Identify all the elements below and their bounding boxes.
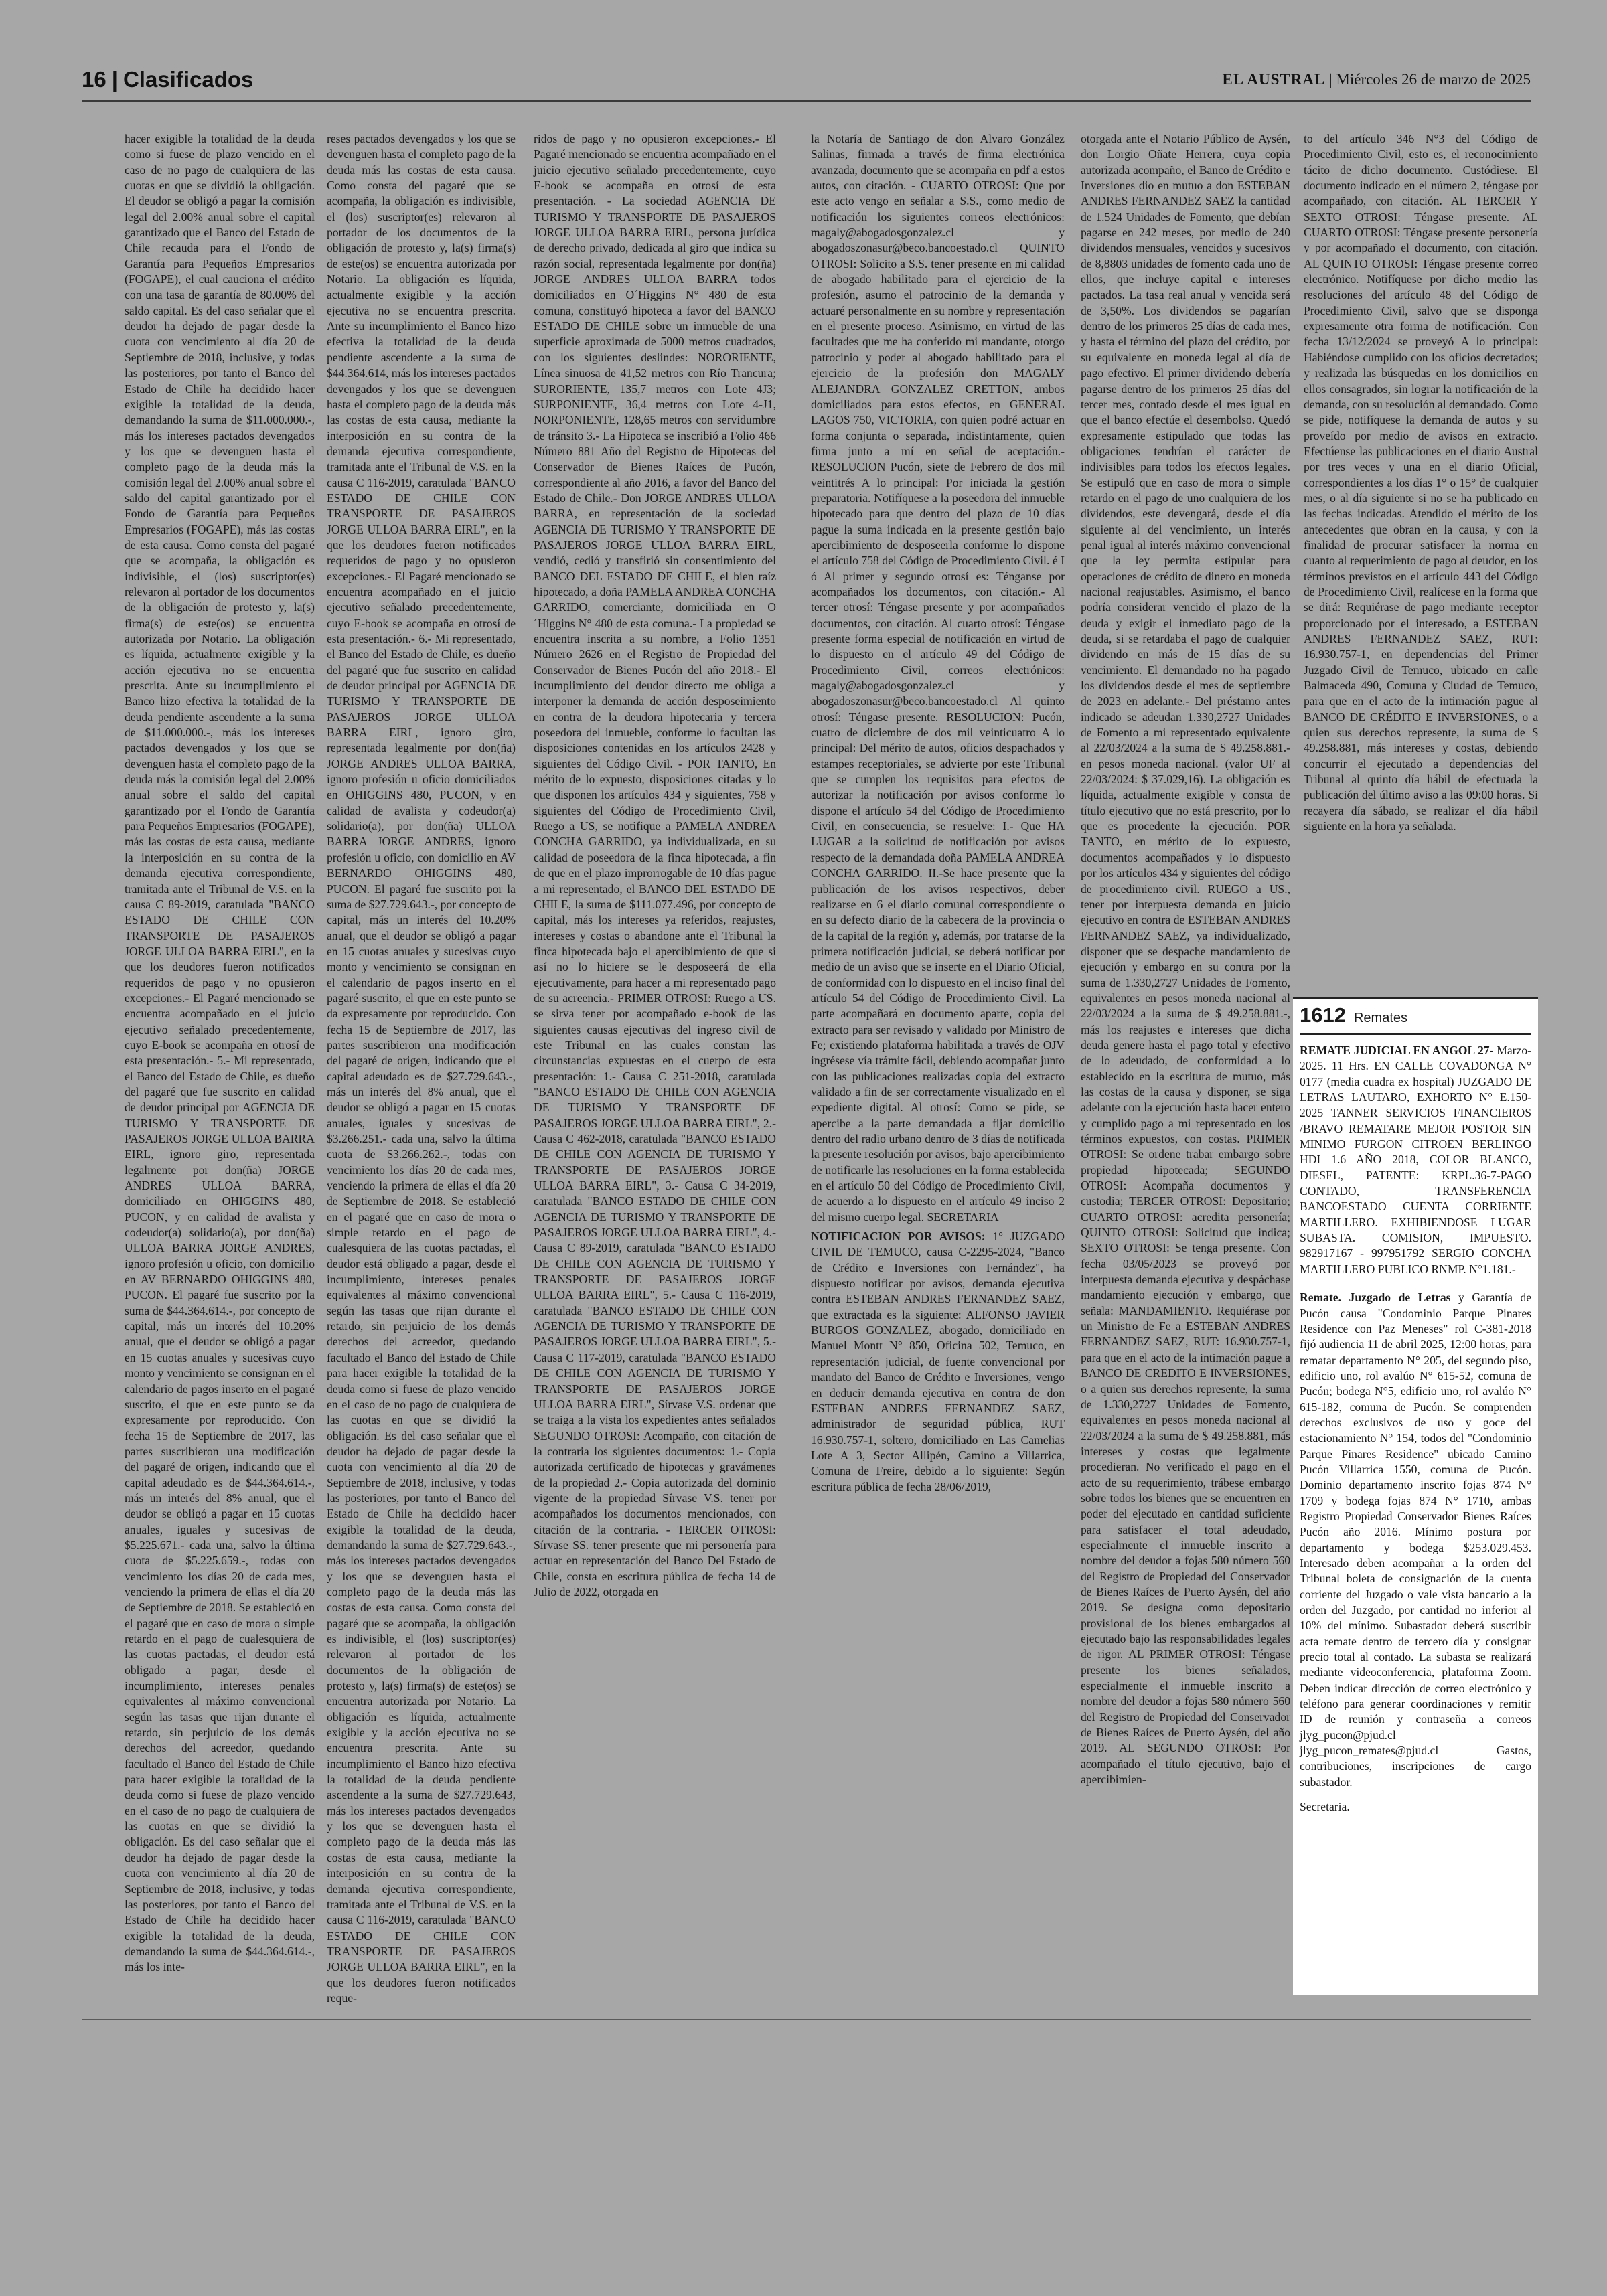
section-title: Clasificados bbox=[123, 67, 254, 92]
remate-notice bbox=[1300, 1043, 1531, 1283]
text-column-3 bbox=[534, 131, 776, 1995]
legal-notice-text: ridos de pago y no opusieron excepciones.- El Pagaré mencionado se encuentra acompañado en el juicio ejecutivo señalado precedentemente, cuyo E-book se acompaña en otrosí de esta presentación. - La sociedad AGENCIA DE TURISMO Y TRANSPORTE DE PASAJEROS JORGE ULLOA BARRA EIRL, persona jurídica de derecho privado, dedicada al giro que indica su razón social, representada legalmente por don(ña) JORGE ANDRES ULLOA BARRA todos domiciliados en O´Higgins N° 480 de esta comuna, constituyó hipoteca a favor del BANCO ESTADO DE CHILE sobre un inmueble de una superficie aproximada de 5000 metros cuadrados, con los siguientes deslindes: NORORIENTE, Línea sinuosa de 41,52 metros con Río Trancura; SURORIENTE, 135,7 metros con Lote 4J3; SURPONIENTE, 36,4 metros con Lote 4-J1, NORPONIENTE, 128,65 metros con servidumbre de tránsito 3.- La Hipoteca se inscribió a Folio 466 Número 881 Año del Registro de Hipotecas del Conservador de Bienes Raíces de Pucón, correspondiente al año 2016, a favor del Banco del Estado de Chile.- Don JORGE ANDRES ULLOA BARRA, en representación de la sociedad AGENCIA DE TURISMO Y TRANSPORTE DE PASAJEROS JORGE ULLOA BARRA EIRL, vendió, cedió y transfirió sin consentimiento del BANCO DEL ESTADO DE CHILE, el bien raíz hipotecado, a doña PAMELA ANDREA CONCHA GARRIDO, comerciante, domiciliada en O´Higgins N° 480 de esta comuna.- La propiedad se encuentra inscrita a su nombre, a Folio 1351 Número 2626 en el Registro de Propiedad del Conservador de Bienes Pucón del año 2018.- El incumplimiento del deudor directo me obliga a interponer la demanda de acción desposeimiento en contra de la deudora hipotecaria y tercera poseedora del inmueble, conforme lo facultan las disposiciones contenidas en los artículos 2428 y siguientes del Código Civil. - POR TANTO, En mérito de lo expuesto, disposiciones citadas y lo que disponen los artículos 434 y siguientes, 758 y siguientes del Código de Procedimiento Civil, Ruego a US, se notifique a PAMELA ANDREA CONCHA GARRIDO, ya individualizada, en su calidad de poseedora de la finca hipotecada, a fin de que en el plazo improrrogable de 10 días pague a mi representado, el BANCO DEL ESTADO DE CHILE, la suma de $111.077.496, por concepto de capital, más los intereses ya referidos, reajustes, intereses y costas o abandone ante el Tribunal la finca hipotecada bajo el apercibimiento de que si así no lo hiciere se le desposeerá de ella ejecutivamente, para hacer a mi representado pago de su acreencia.- PRIMER OTROSI: Ruego a US. se sirva tener por acompañado e-book de las siguientes causas ejecutivas del ingreso civil de este Tribunal en las cuales constan las circunstancias expuestas en el cuerpo de esta presentación: 1.- Causa C 251-2018, caratulada "BANCO ESTADO DE CHILE CON AGENCIA DE TURISMO Y TRANSPORTE DE PASAJEROS JORGE ULLOA BARRA EIRL", 2.- Causa C 462-2018, caratulada "BANCO ESTADO DE CHILE CON AGENCIA DE TURISMO Y TRANSPORTE DE PASAJEROS JORGE ULLOA BARRA EIRL", 3.- Causa C 34-2019, caratulada "BANCO ESTADO DE CHILE CON AGENCIA DE TURISMO Y TRANSPORTE DE PASAJEROS JORGE ULLOA BARRA EIRL", 4.- Causa C 89-2019, caratulada "BANCO ESTADO DE CHILE CON AGENCIA DE TURISMO Y TRANSPORTE DE PASAJEROS JORGE ULLOA BARRA EIRL", 5.- Causa C 116-2019, caratulada "BANCO ESTADO DE CHILE CON AGENCIA DE TURISMO Y TRANSPORTE DE PASAJEROS JORGE ULLOA BARRA EIRL", 5.- Causa C 117-2019, caratulada "BANCO ESTADO DE CHILE CON AGENCIA DE TURISMO Y TRANSPORTE DE PASAJEROS JORGE ULLOA BARRA EIRL", Sírvase V.S. ordenar que se traiga a la vista los expedientes antes señalados SEGUNDO OTROSI: Acompaño, con citación de la contraria los siguientes documentos: 1.- Copia autorizada certificado de hipotecas y gravámenes de la propiedad 2.- Copia autorizada del dominio vigente de la propiedad Sírvase V.S. tener por acompañados los documentos mencionados, con citación de la contraria. - TERCER OTROSI: Sírvase SS. tener presente que mi personería para actuar en representación del Banco Del Estado de Chile, consta en escritura pública de fecha 14 de Julio de 2022, otorgada en bbox=[534, 132, 776, 1598]
legal-notice-text: reses pactados devengados y los que se devenguen hasta el completo pago de la deuda más las costas de esta causa. Como consta del pagaré que se acompaña, la obligación es indivisible, el (los) suscriptor(es) relevaron al portador de los documentos de la obligación de protesto y, la(s) firma(s) de este(os) se encuentra autorizada por Notario. La obligación es líquida, actualmente exigible y la acción ejecutiva no se encuentra prescrita. Ante su incumplimiento el Banco hizo efectiva la totalidad de la deuda pendiente ascendente a la suma de $44.364.614, más los intereses pactados devengados y los que se devenguen hasta el completo pago de la deuda más las costas de esta causa, mediante la interposición en su contra de la demanda ejecutiva correspondiente, tramitada ante el Tribunal de V.S. en la causa C 116-2019, caratulada "BANCO ESTADO DE CHILE CON TRANSPORTE DE PASAJEROS JORGE ULLOA BARRA EIRL", en la que los deudores fueron notificados requeridos de pago y no opusieron excepciones.- El Pagaré mencionado se encuentra acompañado en el juicio ejecutivo señalado precedentemente, cuyo E-book se acompaña en otrosí de esta presentación.- 6.- Mi representado, el Banco del Estado de Chile, es dueño del pagaré que fue suscrito en calidad de deudor principal por AGENCIA DE TURISMO Y TRANSPORTE DE PASAJEROS JORGE ULLOA BARRA EIRL, ignoro giro, representada legalmente por don(ña) JORGE ANDRES ULLOA BARRA, ignoro profesión u oficio domiciliados en OHIGGINS 480, PUCON, y en calidad de avalista y codeudor(a) solidario(a), por don(ña) ULLOA BARRA JORGE ANDRES, ignoro profesión u oficio, con domicilio en AV BERNARDO OHIGGINS 480, PUCON. El pagaré fue suscrito por la suma de $27.729.643.-, por concepto de capital, más un interés del 10.20% anual, que el deudor se obligó a pagar en 15 cuotas anuales y sucesivas cuyo monto y vencimiento se consignan en el calendario de pagos inserto en el pagaré suscrito, el que en este punto se da expresamente por reproducido. Con fecha 15 de Septiembre de 2017, las partes suscribieron una modificación del pagaré de origen, indicando que el capital adeudado es de $27.729.643.-, más un interés del 8% anual, que el deudor se obligó a pagar en 15 cuotas anuales, iguales y sucesivas de $3.266.251.- cada una, salvo la última cuota de $3.266.262.-, todas con vencimiento los días 20 de cada mes, venciendo la primera de ellas el día 20 de Septiembre de 2018. Se estableció en el pagaré que en caso de mora o simple retardo en el pago de cualesquiera de las cuotas pactadas, el deudor está obligado a pagar, desde el incumplimiento, intereses penales equivalentes al máximo convencional según las tasas que rijan durante el retardo, sin perjuicio de los demás derechos del acreedor, quedando facultado el Banco del Estado de Chile para hacer exigible la totalidad de la deuda como si fuese de plazo vencido en el caso de no pago de cualquiera de las cuotas en que se dividió la obligación. Es del caso señalar que el deudor ha dejado de pagar desde la cuota con vencimiento al día 20 de Septiembre de 2018, inclusive, y todas las posteriores, por tanto el Banco del Estado de Chile ha decidido hacer exigible la totalidad de la deuda, demandando la suma de $27.729.643.-, más los intereses pactados devengados y los que se devenguen hasta el completo pago de la deuda más las costas de esta causa. Como consta del pagaré que se acompaña, la obligación es indivisible, el (los) suscriptor(es) relevaron al portador de los documentos de la obligación de protesto y, la(s) firma(s) de este(os) se encuentra autorizada por Notario. La obligación es líquida, actualmente exigible y la acción ejecutiva no se encuentra prescrita. Ante su incumplimiento el Banco hizo efectiva la totalidad de la deuda pendiente ascendente a la suma de $27.729.643, más los intereses pactados devengados y los que se devenguen hasta el completo pago de la deuda más las costas de esta causa, mediante la interposición en su contra de la demanda ejecutiva correspondiente, tramitada ante el Tribunal de V.S. en la causa C 116-2019, caratulada "BANCO ESTADO DE CHILE CON TRANSPORTE DE PASAJEROS JORGE ULLOA BARRA EIRL", en la que los deudores fueron notificados reque- bbox=[327, 132, 516, 2005]
notice-body: 1° JUZGADO CIVIL DE TEMUCO, causa C-2295-2024, "Banco de Crédito e Inversiones con Fernández", ha dispuesto notificar por avisos, demanda ejecutiva contra ESTEBAN ANDRES FERNANDEZ SAEZ, que extractada es la siguiente: ALFONSO JAVIER BURGOS GONZALEZ, abogado, domiciliado en Manuel Montt N° 850, Oficina 502, Temuco, en representación judicial, de fuente convencional por mandato del Banco de Crédito e Inversiones, vengo en deducir demanda ejecutiva en contra de don ESTEBAN ANDRES FERNANDEZ SAEZ, administrador de seguridad pública, RUT 16.930.757-1, soltero, domiciliado en Las Camelias Lote A 3, Sector Allipén, Camino a Villarrica, Comuna de Freire, debido a lo siguiente: Según escritura pública de fecha 28/06/2019, bbox=[811, 1230, 1065, 1493]
text-column-1 bbox=[125, 131, 315, 1995]
text-column-2 bbox=[327, 131, 516, 2005]
header-rule bbox=[82, 100, 1531, 102]
masthead bbox=[82, 64, 1531, 98]
legal-notice-text: otorgada ante el Notario Público de Aysén, don Lorgio Oñate Herrera, cuya copia autorizada acompaño, el Banco de Crédito e Inversiones dio en mutuo a don ESTEBAN ANDRES FERNANDEZ SAEZ la cantidad de 1.524 Unidades de Fomento, que debían pagarse en 242 meses, por medio de 240 dividendos mensuales, vencidos y sucesivos de 8,8803 unidades de fomento cada uno de ellos, que incluye capital e intereses pactados. La tasa real anual y vencida será de 3,50%. Los dividendos se pagarían dentro de los primeros 25 días de cada mes, y hasta el término del plazo del crédito, por su equivalente en moneda legal al día de pago efectivo. El primer dividendo debería pagarse dentro de los primeros 25 días del tercer mes, contado desde el mes igual en que el banco efectúe el desembolso. Quedó expresamente estipulado que todas las obligaciones tendrían el carácter de indivisibles para todos los efectos legales. Se estipuló que en caso de mora o simple retardo en el pago de uno cualquiera de los dividendos, este devengará, desde el día siguiente al del vencimiento, un interés penal igual al interés máximo convencional que la ley permita estipular para operaciones de crédito de dinero en moneda nacional reajustables. Asimismo, el banco podría considerar vencido el plazo de la deuda y exigir el inmediato pago de la deuda, si se retardaba el pago de cualquier dividendo en más de 15 días de su vencimiento. El demandado no ha pagado los dividendos desde el mes de septiembre de 2023 en adelante.- Del préstamo antes indicado se adeudan 1.330,2727 Unidades de Fomento a mi representado equivalente al 22/03/2024 a la suma de $ 49.258.881.- en pesos moneda nacional. (valor UF al 22/03/2024: $ 37.029,16). La obligación es líquida, actualmente exigible y consta de título ejecutivo que no está prescrito, por lo que es procedente la ejecución. POR TANTO, en mérito de lo expuesto, documentos acompañados y lo dispuesto por los artículos 434 y siguientes del código de procedimiento civil. RUEGO a US., tener por interpuesta demanda en juicio ejecutivo en contra de ESTEBAN ANDRES FERNANDEZ SAEZ, ya individualizado, disponer que se despache mandamiento de ejecución y embargo en su contra por la suma de 1.330,2727 Unidades de Fomento, equivalentes en pesos moneda nacional al 22/03/2024 a la suma de $ 49.258.881.-, más los reajustes e intereses que dicha deuda genere hasta el pago total y efectivo de lo adeudado, de conformidad a lo establecido en la escritura de mutuo, más las costas de la causa y disponer, se siga adelante con la ejecución hasta hacer entero y cumplido pago a mi representado en los términos expuestos, con costas. PRIMER OTROSI: Se ordene trabar embargo sobre propiedad hipotecada; SEGUNDO OTROSI: Acompaña documentos y custodia; TERCER OTROSI: Depositario; CUARTO OTROSI: acredita personería; QUINTO OTROSI: Solicitud que indica; SEXTO OTROSI: Se tenga presente. Con fecha 03/05/2023 se proveyó por interpuesta demanda ejecutiva y despáchase mandamiento ejecución y embargo, que señala: MANDAMIENTO. Requiérase por un Ministro de Fe a ESTEBAN ANDRES FERNANDEZ SAEZ, RUT: 16.930.757-1, para que en el acto de la intimación pague a BANCO DE CREDITO E INVERSIONES, o a quien sus derechos represente, la suma de 1.330,2727 Unidades de Fomento, equivalentes en pesos moneda nacional al 22/03/2024 a la suma de $ 49.258.881, más intereses y costas que legalmente procedieran. No verificado el pago en el acto de su requerimiento, trábese embargo sobre todos los bienes que se encuentren en poder del ejecutado en cantidad suficiente para satisfacer el total adeudado, especialmente el inmueble inscrito a nombre del deudor a fojas 580 número 560 del Registro de Propiedad del Conservador de Bienes Raíces de Puerto Aysén, del año 2019. Se designa como depositario provisional de los bienes embargados al ejecutado bajo las responsabilidades legales de rigor. AL PRIMER OTROSI: Téngase presente los bienes señalados, especialmente el inmueble inscrito a nombre del deudor a fojas 580 número 560 del Registro de Propiedad del Conservador de Bienes Raíces de Puerto Aysén, del año 2019. AL SEGUNDO OTROSI: Por acompañado el título ejecutivo, bajo el apercibimien- bbox=[1081, 132, 1290, 1787]
newspaper-name: EL AUSTRAL bbox=[1222, 71, 1326, 88]
remate-title: REMATE JUDICIAL EN ANGOL 27- bbox=[1300, 1044, 1494, 1057]
remate-signature: Secretaria. bbox=[1300, 1800, 1350, 1814]
text-column-5 bbox=[1081, 131, 1290, 1995]
page-number: 16 bbox=[82, 67, 106, 92]
classified-label: Remates bbox=[1353, 1011, 1407, 1026]
remates-section bbox=[1293, 997, 1538, 1995]
notice-heading: NOTIFICACION POR AVISOS: bbox=[811, 1230, 986, 1244]
remates-header bbox=[1300, 1003, 1531, 1035]
remate-body: y Garantía de Pucón causa "Condominio Parque Pinares Residence con Paz Meneses" rol C-381-2018 fijó audiencia 11 de abril 2025, 12:00 horas, para rematar departamento N° 205, del segundo piso, edificio uno, rol avalúo N° 615-52, comuna de Pucón; bodega N°5, edificio uno, rol avalúo N° 615-182, comuna de Pucón. Se comprenden derechos exclusivos de uso y goce del estacionamiento N° 154, todos del "Condominio Parque Pinares Residence" ubicado Camino Pucón Villarrica 1550, comuna de Pucón. Dominio departamento inscrito fojas 874 N° 1709 y bodega fojas 874 N° 1710, ambas Registro Propiedad Conservador Bienes Raíces Pucón año 2016. Mínimo postura por departamento y bodega $253.029.453. Interesado deben acompañar a la orden del Tribunal boleta de consignación de la cuenta corriente del Juzgado o vale vista bancario a la orden del Juzgado, por cantidad no inferior al 10% del mínimo. Subastador deberá suscribir acta remate dentro de tercero día y consignar precio total al contado. La subasta se realizará mediante videoconferencia, plataforma Zoom. Deben indicar dirección de correo electrónico y teléfono para generar coordinaciones y remitir ID de reunión y contraseña a correos jlyg_pucon@pjud.cl jlyg_pucon_remates@pjud.cl Gastos, contribuciones, inscripciones de cargo subastador. bbox=[1300, 1291, 1531, 1789]
section-header: 16 | Clasificados bbox=[82, 67, 254, 92]
legal-notice-text: hacer exigible la totalidad de la deuda como si fuese de plazo vencido en el caso de no pago de cualquiera de las cuotas en que se dividió la obligación. El deudor se obligó a pagar la comisión legal del 2.00% anual sobre el capital garantizado que el Banco del Estado de Chile recauda para el Fondo de Garantía para Pequeños Empresarios (FOGAPE), el cual cauciona el crédito con una tasa de garantía de 80.00% del saldo capital. Es del caso señalar que el deudor ha dejado de pagar desde la cuota con vencimiento al día 20 de Septiembre de 2018, inclusive, y todas las posteriores, por tanto el Banco del Estado de Chile ha decidido hacer exigible la totalidad de la deuda, demandando la suma de $11.000.000.-, más los intereses pactados devengados y los que se devenguen hasta el completo pago de la deuda más la comisión legal del 2.00% anual sobre el saldo del capital garantizado por el Fondo de Garantía para Pequeños Empresarios (FOGAPE), más las costas de esta causa. Como consta del pagaré que se acompaña, la obligación es indivisible, el (los) suscriptor(es) relevaron al portador de los documentos de la obligación de protesto y, la(s) firma(s) de este(os) se encuentra autorizada por Notario. La obligación es líquida, actualmente exigible y la acción ejecutiva no se encuentra prescrita. Ante su incumplimiento el Banco hizo efectiva la totalidad de la deuda pendiente ascendente a la suma de $11.000.000.-, más los intereses pactados devengados y los que se devenguen hasta el completo pago de la deuda más la comisión legal del 2.00% anual sobre el saldo del capital garantizado por el Fondo de Garantía para Pequeños Empresarios (FOGAPE), más las costas de esta causa, mediante la interposición en su contra de la demanda ejecutiva correspondiente, tramitada ante el Tribunal de V.S. en la causa C 89-2019, caratulada "BANCO ESTADO DE CHILE CON TRANSPORTE DE PASAJEROS JORGE ULLOA BARRA EIRL", en la que los deudores fueron notificados requeridos de pago y no opusieron excepciones.- El Pagaré mencionado se encuentra acompañado en el juicio ejecutivo señalado precedentemente, cuyo E-book se acompaña en otrosí de esta presentación.- 5.- Mi representado, el Banco del Estado de Chile, es dueño del pagaré que fue suscrito en calidad de deudor principal por AGENCIA DE TURISMO Y TRANSPORTE DE PASAJEROS JORGE ULLOA BARRA EIRL, ignoro giro, representada legalmente por don(ña) JORGE ANDRES ULLOA BARRA, domiciliado en OHIGGINS 480, PUCON, y en calidad de avalista y codeudor(a) solidario(a), por don(ña) ULLOA BARRA JORGE ANDRES, ignoro profesión u oficio, con domicilio en AV BERNARDO OHIGGINS 480, PUCON. El pagaré fue suscrito por la suma de $44.364.614.-, por concepto de capital, más un interés del 10.20% anual, que el deudor se obligó a pagar en 15 cuotas anuales y sucesivas cuyo monto y vencimiento se consignan en el calendario de pagos inserto en el pagaré suscrito, el que en este punto se da expresamente por reproducido. Con fecha 15 de Septiembre de 2017, las partes suscribieron una modificación del pagaré de origen, indicando que el capital adeudado es de $44.364.614.-, más un interés del 8% anual, que el deudor se obligó a pagar en 15 cuotas anuales, iguales y sucesivas de $5.225.671.- cada una, salvo la última cuota de $5.225.659.-, todas con vencimiento los días 20 de cada mes, venciendo la primera de ellas el día 20 de Septiembre de 2018. Se estableció en el pagaré que en caso de mora o simple retardo en el pago de cualesquiera de las cuotas pactadas, el deudor está obligado a pagar, desde el incumplimiento, intereses penales equivalentes al máximo convencional según las tasas que rijan durante el retardo, sin perjuicio de los demás derechos del acreedor, quedando facultado el Banco del Estado de Chile para hacer exigible la totalidad de la deuda como si fuese de plazo vencido en el caso de no pago de cualquiera de las cuotas en que se dividió la obligación. Es del caso señalar que el deudor ha dejado de pagar desde la cuota con vencimiento al día 20 de Septiembre de 2018, inclusive, y todas las posteriores, por tanto el Banco del Estado de Chile ha decidido hacer exigible la totalidad de la deuda, demandando la suma de $44.364.614.-, más los inte- bbox=[125, 132, 315, 1974]
text-column-4 bbox=[811, 131, 1065, 1995]
legal-notice-text: la Notaría de Santiago de don Alvaro González Salinas, firmada a través de firma electrónica avanzada, documento que se acompaña en pdf a estos autos, con citación. - CUARTO OTROSI: Que por este acto vengo en señalar a S.S., como medio de notificación los siguientes correos electrónicos: magaly@abogadosgonzalez.cl y abogadoszonasur@beco.bancoestado.cl QUINTO OTROSI: Solicito a S.S. tener presente en mi calidad de abogado habilitado para el ejercicio de la profesión, asumo el patrocinio de la demanda y actuaré personalmente en su nombre y representación en el presente proceso. Asimismo, en virtud de las facultades que me ha conferido mi mandante, otorgo patrocinio y poder al abogado habilitado para el ejercicio de la profesión don MAGALY ALEJANDRA GONZALEZ CRETTON, ambos domiciliados para estos efectos, en GENERAL LAGOS 750, VICTORIA, con quien podré actuar en forma conjunta o separada, indistintamente, quien firma junto a mí en señal de aceptación.- RESOLUCION Pucón, siete de Febrero de dos mil veintitrés A lo principal: Por iniciada la gestión preparatoria. Notifíquese a la poseedora del inmueble hipotecado para que dentro del plazo de 10 días pague la suma indicada en la presente gestión bajo apercibimiento de desposeerla conforme lo dispone el artículo 758 del Código de Procedimiento Civil. é I ó Al primer y segundo otrosí es: Ténganse por acompañados los documentos, con citación.- Al tercer otrosí: Téngase presente y por acompañados documentos, con citación. Al cuarto otrosí: Téngase presente forma especial de notificación en virtud de lo dispuesto en el artículo 49 del Código de Procedimiento Civil, correos electrónicos: magaly@abogadosgonzalez.cl y abogadoszonasur@beco.bancoestado.cl Al quinto otrosí: Téngase presente. RESOLUCION: Pucón, cuatro de diciembre de dos mil veinticuatro A lo principal: Del mérito de autos, oficios despachados y estampes receptoriales, se advierte por este Tribunal que se cumplen los requisitos para efectos de autorizar la notificación por avisos conforme lo dispone el artículo 54 del Código de Procedimiento Civil, en consecuencia, se resuelve: I.- Que HA LUGAR a la solicitud de notificación por avisos respecto de la demandada doña PAMELA ANDREA CONCHA GARRIDO. II.-Se hace presente que la publicación de los avisos respectivos, deber realizarse en 6 el diario comunal correspondiente o en su defecto diario de la cabecera de la provincia o de la capital de la región y, además, por tratarse de la primera notificación judicial, se deberá notificar por medio de un aviso que se inserte en el Diario Oficial, de conformidad con lo dispuesto en el inciso final del artículo 54 del Código de Procedimiento Civil. La parte acompañará en documento aparte, copia del extracto para ser revisado y validado por Ministro de Fe; existiendo plataforma habilitada a través de OJV ingrésese vía trámite fácil, debiendo acompañar junto con las publicaciones realizadas copia del extracto validado a fin de ser correctamente visualizado en el expediente digital. Al otrosí: Como se pide, se apercibe a la parte demandada a fijar domicilio dentro del radio urbano dentro de 3 días de notificada la presente resolución por avisos, bajo apercibimiento de notificarle las resoluciones en la forma establecida en el artículo 50 del Código de Procedimiento Civil, de acuerdo a lo dispuesto en el artículo 49 inciso 2 del mismo cuerpo legal. SECRETARIA bbox=[811, 132, 1065, 1224]
publication-date: Miércoles 26 de marzo de 2025 bbox=[1336, 71, 1531, 88]
classified-code: 1612 bbox=[1300, 1003, 1346, 1027]
legal-notice-text: to del artículo 346 N°3 del Código de Procedimiento Civil, esto es, el reconocimiento tácito de dicho documento. Custódiese. El documento indicado en el número 2, téngase por acompañado, con citación. AL TERCER Y SEXTO OTROSI: Téngase presente. AL CUARTO OTROSI: Téngase presente personería y por acompañado el documento, con citación. AL QUINTO OTROSI: Téngase presente correo electrónico. Notifíquese por dicho medio las resoluciones del artículo 48 del Código de Procedimiento Civil, salvo que se disponga expresamente otra forma de notificación. Con fecha 13/12/2024 se proveyó A lo principal: Habiéndose cumplido con los oficios decretados; y realizada las búsquedas en los domicilios en ellos consagrados, sin lograr la notificación de la demanda, con su resolución al demandado. Como se pide, notifíquese la demanda de autos y su proveído por medio de avisos en extracto. Efectúense las publicaciones en el diario Austral por tres veces y una en el diario Oficial, correspondientes a los días 1° o 15° de cualquier mes, o al día siguiente si no se ha publicado en las fechas indicadas. Atendido el mérito de los antecedentes que obran en la causa, y con la finalidad de procurar satisfacer la norma en cuanto al requerimiento de pago al deudor, en los términos previstos en el artículo 443 del Código de Procedimiento Civil, realícese en la forma que se dirá: Requiérase de pago mediante receptor proporcionado por el interesado, a ESTEBAN ANDRES FERNANDEZ SAEZ, RUT: 16.930.757-1, en dependencias del Primer Juzgado Civil de Temuco, ubicado en calle Balmaceda 490, Comuna y Ciudad de Temuco, para que en el acto de la intimación pague al BANCO DE CRÉDITO E INVERSIONES, o a quien sus derechos represente, la suma de $ 49.258.881, más intereses y costas, debiendo concurrir el ejecutado a dependencias del Tribunal al quinto día hábil de efectuada la publicación del último aviso a las 09:00 horas. Si recayera día sábado, se realizar el día hábil siguiente en la hora ya señalada. bbox=[1304, 132, 1538, 833]
remate-body: Marzo-2025. 11 Hrs. EN CALLE COVADONGA N° 0177 (media cuadra ex hospital) JUZGADO DE LETRAS LAUTARO, EXHORTO N° E.150-2025 TANNER SERVICIOS FINANCIEROS /BRAVO REMATARE MEJOR POSTOR SIN MINIMO FURGON CITROEN BERLINGO HDI 1.6 AÑO 2018, COLOR BLANCO, DIESEL, PATENTE: KRPL.36-7-PAGO CONTADO, TRANSFERENCIA BANCOESTADO CUENTA CORRIENTE MARTILLERO. EXHIBIENDOSE LUGAR SUBASTA. COMISION, IMPUESTO. 982917167 - 997951792 SERGIO CONCHA MARTILLERO PUBLICO RNMP. N°1.181.- bbox=[1300, 1044, 1531, 1276]
remate-title: Remate. Juzgado de Letras bbox=[1300, 1291, 1451, 1305]
footer-rule bbox=[82, 2019, 1531, 2020]
notification-notice bbox=[811, 1229, 1065, 1495]
newspaper-dateline: EL AUSTRAL | Miércoles 26 de marzo de 2025 bbox=[1222, 71, 1531, 88]
remate-notice bbox=[1300, 1290, 1531, 1820]
